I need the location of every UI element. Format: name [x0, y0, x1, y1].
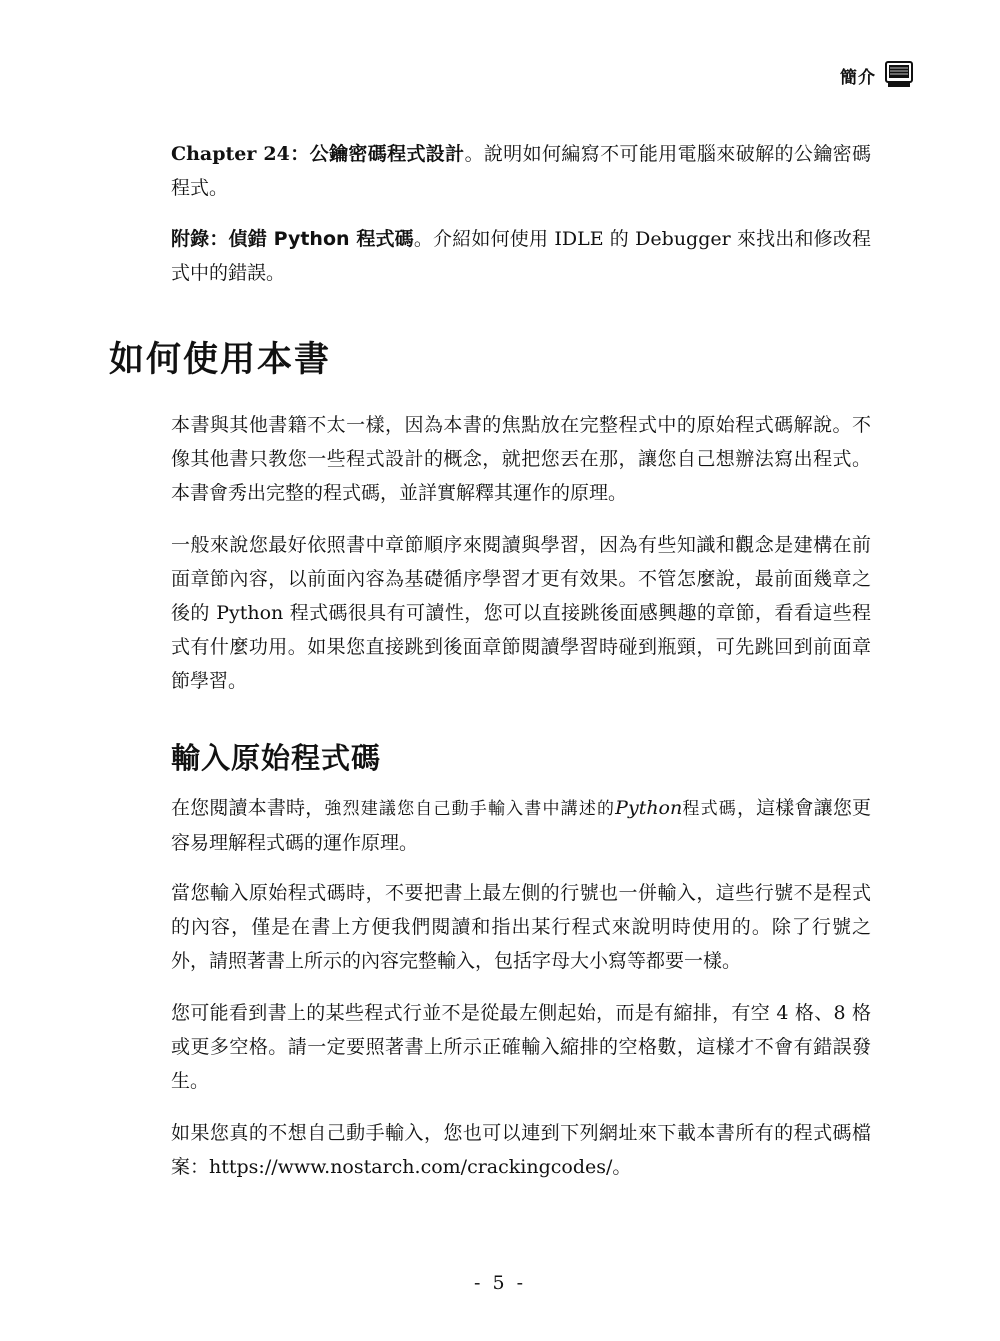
emphasis-text: 強烈建議您自己動手輸入書中講述的	[324, 799, 616, 819]
intro-item-text: 。說明如何編寫不可能用電腦來破解的公鑰密碼程式。	[171, 143, 871, 199]
subsection-paragraph: 您可能看到書上的某些程式行並不是從最左側起始，而是有縮排，有空 4 格、8 格或更多空格。請一定要照著書上所示正確輸入縮排的空格數，這樣才不會有錯誤發生。	[171, 1002, 871, 1092]
intro-item-label: Chapter 24	[171, 143, 290, 165]
subsection-paragraph: 當您輸入原始程式碼時，不要把書上最左側的行號也一併輸入，這些行號不是程式的內容，僅是在書上方便我們閱讀和指出某行程式來說明時使用的。除了行號之外，請照著書上所示的內容完整輸入，包括字母大小寫等都要一樣。	[171, 882, 871, 972]
running-header	[840, 60, 914, 90]
intro-item-label: 附錄：偵錯 Python 程式碼	[171, 228, 414, 250]
intro-item-text: 。介紹如何使用 IDLE 的 Debugger 來找出和修改程式中的錯誤。	[171, 228, 871, 284]
intro-item-label-title: ：公鑰密碼程式設計	[289, 143, 465, 165]
section-heading: 如何使用本書	[109, 340, 332, 380]
emphasis-python: Python	[615, 797, 683, 819]
running-header-title: 簡介	[840, 67, 876, 88]
intro-item-chapter-24	[171, 137, 871, 205]
section-paragraph: 一般來說您最好依照書中章節順序來閱讀與學習，因為有些知識和觀念是建構在前面章節內容，以前面內容為基礎循序學習才更有效果。不管怎麼說，最前面幾章之後的 Python 程式碼很具有可讀性，您可以直接跳後面感興趣的章節，看看這些程式有什麼功用。如果您直接跳到後面章節閱讀學習時碰到瓶頸，可先跳回到前面章節學習。	[171, 534, 871, 692]
subsection-paragraph: 如果您真的不想自己動手輸入，您也可以連到下列網址來下載本書所有的程式碼檔案：https://www.nostarch.com/crackingcodes/。	[171, 1122, 871, 1178]
section-paragraph: 本書與其他書籍不太一樣，因為本書的焦點放在完整程式中的原始程式碼解說。不像其他書只教您一些程式設計的概念，就把您丟在那，讓您自己想辦法寫出程式。本書會秀出完整的程式碼，並詳實解釋其運作的原理。	[171, 414, 871, 504]
subsection-paragraph-emphasis	[171, 791, 871, 860]
subsection-heading: 輸入原始程式碼	[171, 741, 382, 775]
paragraph-text-end: ，這樣會讓您更容易理解程式碼的運作原理。	[171, 797, 871, 854]
computer-monitor-icon	[884, 60, 914, 90]
paragraph-text: 在您閱讀本書時，	[171, 797, 325, 819]
page-number: - 5 -	[473, 1272, 526, 1294]
emphasis-text-end: 程式碼	[682, 799, 737, 819]
intro-item-appendix	[171, 222, 871, 290]
